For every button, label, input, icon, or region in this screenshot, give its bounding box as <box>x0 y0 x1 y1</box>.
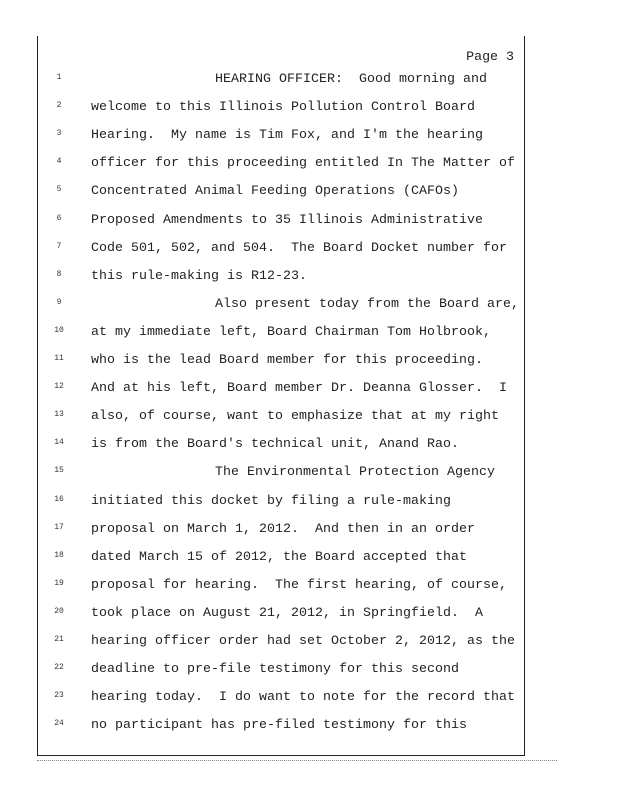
line-text: proposal for hearing. The first hearing, of course, <box>91 576 507 592</box>
line-text: officer for this proceeding entitled In The Matter of <box>91 155 515 171</box>
line-text: proposal on March 1, 2012. And then in an order <box>91 520 475 536</box>
line-text: dated March 15 of 2012, the Board accepted that <box>91 548 467 564</box>
line-number: 17 <box>54 522 64 532</box>
line-text: HEARING OFFICER: Good morning and <box>215 71 487 86</box>
transcript-line <box>0 155 618 175</box>
line-text: at my immediate left, Board Chairman Tom Holbrook, <box>91 323 491 339</box>
transcript-line <box>0 71 618 91</box>
line-text: hearing officer order had set October 2, 2012, as the <box>91 633 515 648</box>
line-number: 10 <box>54 325 64 335</box>
transcript-line <box>0 521 618 541</box>
line-number: 8 <box>56 269 62 279</box>
line-text: Hearing. My name is Tim Fox, and I'm the hearing <box>91 127 483 143</box>
transcript-line <box>0 717 618 737</box>
transcript-line <box>0 661 618 681</box>
line-text: Concentrated Animal Feeding Operations (CAFOs) <box>91 183 459 199</box>
line-number: 14 <box>54 438 64 448</box>
line-text: initiated this docket by filing a rule-making <box>91 492 451 508</box>
line-text: Code 501, 502, and 504. The Board Docket number for <box>91 239 507 255</box>
line-number: 21 <box>54 635 64 644</box>
line-number: 9 <box>56 297 62 307</box>
scan-artifact-line <box>37 760 557 762</box>
line-number: 24 <box>54 719 64 729</box>
line-text: And at his left, Board member Dr. Deanna Glosser. I <box>91 380 507 396</box>
line-number: 20 <box>54 606 64 616</box>
transcript-line <box>0 212 618 232</box>
transcript-line <box>0 689 618 709</box>
transcript-line <box>0 352 618 372</box>
transcript-line <box>0 408 618 428</box>
line-number: 2 <box>56 101 62 111</box>
transcript-line <box>0 464 618 484</box>
transcript-line <box>0 577 618 597</box>
line-text: welcome to this Illinois Pollution Control Board <box>91 99 475 115</box>
transcript-line <box>0 240 618 260</box>
transcript-line <box>0 268 618 288</box>
line-number: 12 <box>54 382 64 392</box>
line-number: 19 <box>54 578 64 588</box>
transcript-line <box>0 436 618 456</box>
transcript-line <box>0 380 618 400</box>
line-number: 1 <box>56 73 62 82</box>
transcript-line <box>0 549 618 569</box>
page-number: Page 3 <box>466 49 514 64</box>
line-number: 18 <box>54 550 64 560</box>
line-number: 23 <box>54 691 64 701</box>
line-text: also, of course, want to emphasize that at my right <box>91 408 499 424</box>
line-text: Proposed Amendments to 35 Illinois Administrative <box>91 211 483 227</box>
transcript-line <box>0 633 618 653</box>
line-text: took place on August 21, 2012, in Springfield. A <box>91 604 483 620</box>
line-text: who is the lead Board member for this proceeding. <box>91 352 483 367</box>
line-text: hearing today. I do want to note for the record that <box>91 689 515 705</box>
line-text: no participant has pre-filed testimony for this <box>91 717 467 733</box>
line-number: 5 <box>56 185 62 195</box>
transcript-line <box>0 493 618 513</box>
line-number: 6 <box>56 213 62 223</box>
line-text: is from the Board's technical unit, Anand Rao. <box>91 436 459 452</box>
line-number: 22 <box>54 663 64 673</box>
transcript-line <box>0 324 618 344</box>
line-number: 7 <box>56 241 62 251</box>
transcript-line <box>0 183 618 203</box>
transcript-line <box>0 605 618 625</box>
line-number: 13 <box>54 410 64 420</box>
line-number: 15 <box>54 466 64 476</box>
line-text: this rule-making is R12-23. <box>91 267 307 283</box>
line-number: 4 <box>56 157 62 167</box>
line-text: The Environmental Protection Agency <box>215 464 495 480</box>
line-text: deadline to pre-file testimony for this second <box>91 661 459 677</box>
transcript-line <box>0 99 618 119</box>
transcript-line <box>0 127 618 147</box>
transcript-line <box>0 296 618 316</box>
line-text: Also present today from the Board are, <box>215 295 519 311</box>
line-number: 3 <box>56 129 62 139</box>
line-number: 16 <box>54 494 64 504</box>
line-number: 11 <box>54 354 64 363</box>
